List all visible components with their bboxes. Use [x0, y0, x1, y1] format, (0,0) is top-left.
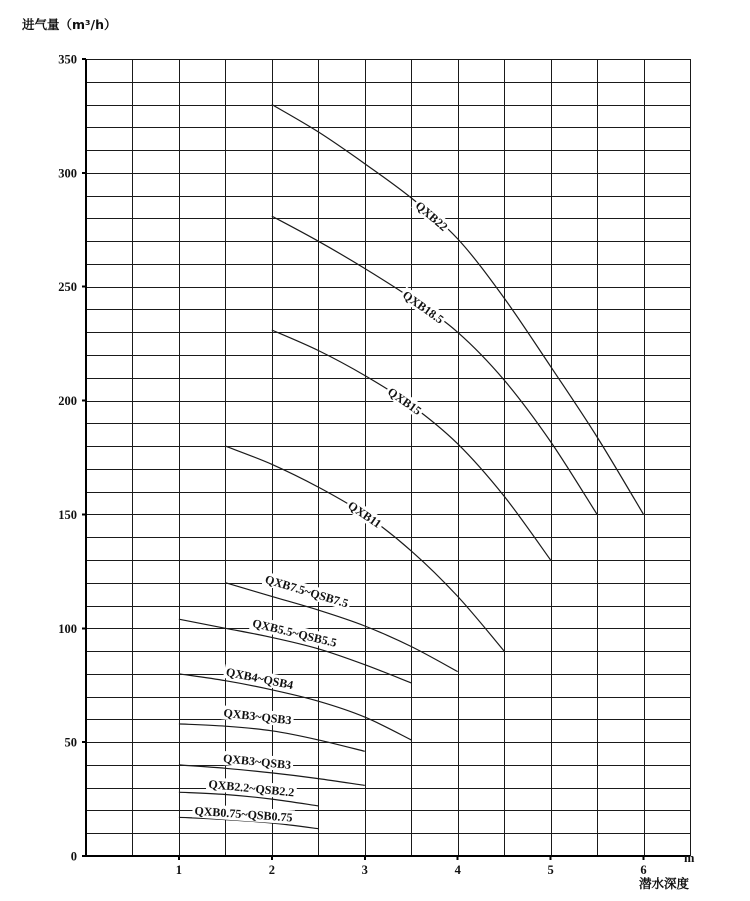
curve-label-text: QXB7.5~QSB7.5 — [263, 572, 351, 611]
y-tick-label: 300 — [58, 166, 77, 181]
curve-label-text: QXB2.2~QSB2.2 — [207, 776, 295, 800]
x-axis-title: 潜水深度 — [638, 876, 690, 891]
x-axis-unit: m — [684, 851, 695, 865]
curve-qxb3-qsb3 — [179, 724, 365, 751]
x-tick-label: 4 — [454, 863, 461, 877]
curve-labels — [192, 197, 452, 825]
curve-label-text: QXB15 — [385, 384, 425, 418]
y-tick-label: 250 — [58, 280, 77, 295]
x-tick-label: 5 — [547, 863, 554, 877]
x-tick-label: 2 — [268, 863, 275, 877]
curve-label-qxb0-75-qsb0-75 — [192, 803, 295, 824]
curve-label-text: QXB3~QSB3 — [222, 751, 292, 773]
curve-label-text: QXB0.75~QSB0.75 — [193, 803, 293, 825]
y-tick-label: 100 — [58, 621, 77, 636]
curve-label-qxb7-5-qsb7-5 — [262, 571, 353, 611]
curve-label-qxb2-2-qsb2-2 — [206, 777, 297, 800]
y-tick-label: 50 — [64, 735, 77, 750]
curve-label-text: QXB22 — [412, 198, 451, 234]
x-tick-label: 1 — [175, 863, 183, 877]
curve-label-text: QXB11 — [345, 498, 385, 531]
curve-label-qxb4-qsb4 — [223, 664, 297, 692]
y-tick-label: 150 — [58, 507, 77, 522]
curve-label-text: QXB3~QSB3 — [222, 705, 293, 728]
grid — [86, 59, 691, 856]
curve-label-text: QXB5.5~QSB5.5 — [250, 615, 339, 650]
curve-label-text: QXB18.5 — [399, 287, 447, 327]
curve-label-qxb18-5 — [398, 287, 448, 328]
x-tick-label: 6 — [640, 863, 647, 877]
y-tick-label: 0 — [70, 849, 77, 864]
curve-label-qxb3-qsb3 — [221, 705, 294, 727]
tick-labels — [58, 53, 646, 878]
y-axis-title: 进气量（m³/h） — [22, 17, 117, 32]
y-tick-label: 350 — [58, 52, 77, 67]
x-tick-label: 3 — [361, 863, 368, 877]
curve-label-qxb5-5-qsb5-5 — [249, 615, 340, 650]
curve-label-text: QXB4~QSB4 — [224, 664, 295, 693]
curve-label-qxb22 — [411, 197, 452, 235]
y-tick-label: 200 — [58, 394, 77, 409]
